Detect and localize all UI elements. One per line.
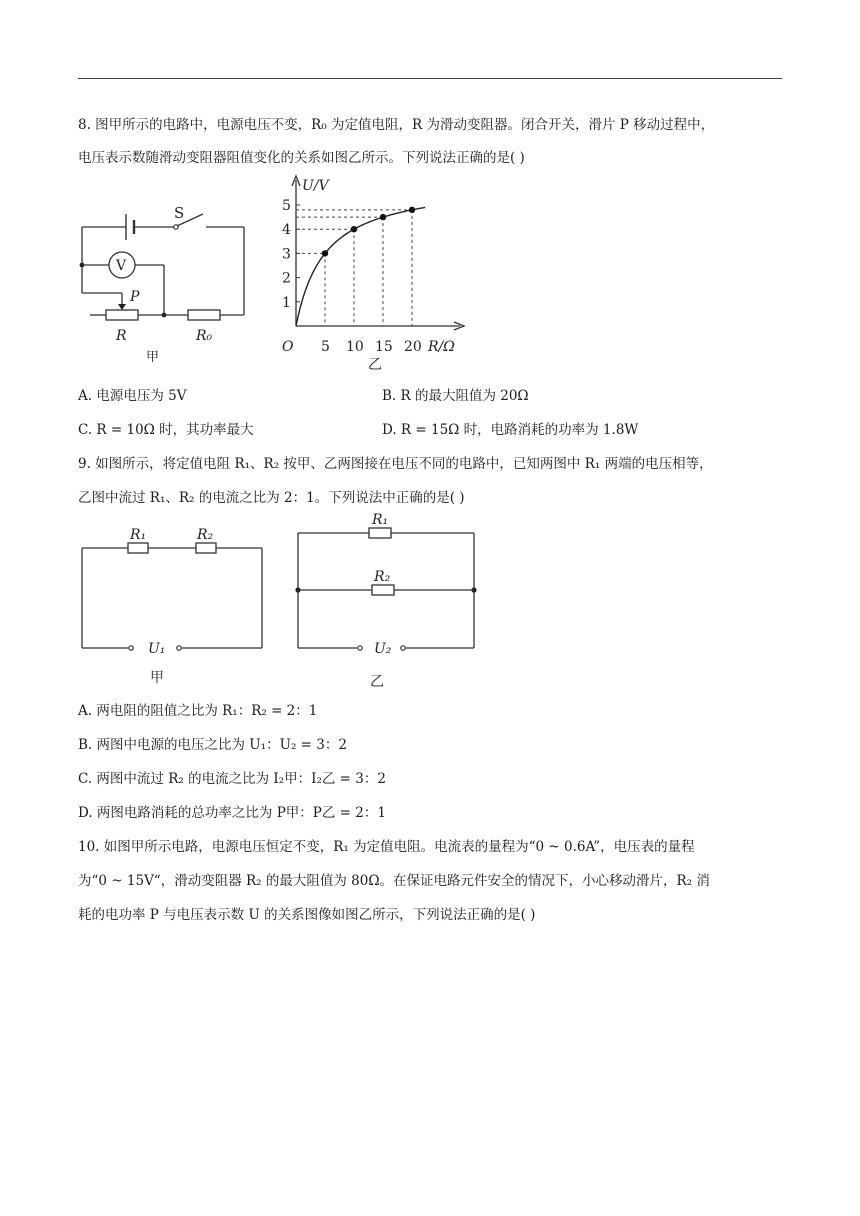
x-tick-label: 15 <box>375 339 393 355</box>
q8-option-b: B. R 的最大阻值为 20Ω <box>382 388 529 404</box>
r2-label: R₂ <box>374 569 391 585</box>
data-point <box>409 207 415 213</box>
q9-series-circuit <box>78 520 270 692</box>
resistor-r1 <box>369 528 391 538</box>
y-tick-label: 2 <box>282 270 291 287</box>
q8-option-a: A. 电源电压为 5V <box>78 388 187 404</box>
q9-option-b: B. 两图中电源的电压之比为 U₁：U₂ = 3：2 <box>78 737 347 753</box>
x-tick-label: 10 <box>346 339 364 355</box>
r2-label: R₂ <box>197 527 214 543</box>
x-tick-label: 20 <box>404 339 422 355</box>
y-axis-label: U/V <box>302 178 329 194</box>
resistor-r0 <box>188 310 220 320</box>
u2-label: U₂ <box>374 641 392 657</box>
q9-stem-line2: 乙图中流过 R₁、R₂ 的电流之比为 2：1。下列说法中正确的是( ) <box>78 490 465 506</box>
y-tick-label: 1 <box>282 294 291 311</box>
r1-label: R₁ <box>130 527 147 543</box>
q10-stem-line3: 耗的电功率 P 与电压表示数 U 的关系图像如图乙所示，下列说法正确的是( ) <box>78 907 536 923</box>
y-tick-label: 4 <box>282 222 291 239</box>
q8-stem-line2: 电压表示数随滑动变阻器阻值变化的关系如图乙所示。下列说法正确的是( ) <box>78 150 525 166</box>
figure-caption: 甲 <box>150 670 164 686</box>
q8-circuit-diagram <box>78 200 268 365</box>
voltmeter-label: V <box>116 258 127 274</box>
q9-stem-line1: 9. 如图所示，将定值电阻 R₁、R₂ 按甲、乙两图接在电压不同的电路中，已知两图中 R₁ 两端的电压相等， <box>78 456 713 472</box>
origin-label: O <box>282 339 294 355</box>
x-tick-label: 5 <box>321 339 330 355</box>
switch-label: S <box>174 204 185 222</box>
q10-stem-line2: 为“0 ~ 15V“，滑动变阻器 R₂ 的最大阻值为 80Ω。在保证电路元件安全的情况下，小心移动滑片，R₂ 消 <box>78 873 710 889</box>
y-tick-label: 5 <box>282 198 291 214</box>
terminal <box>129 646 133 650</box>
resistor-r0-label: R₀ <box>196 328 213 344</box>
q8-stem-line1: 8. 图甲所示的电路中，电源电压不变，R₀ 为定值电阻，R 为滑动变阻器。闭合开关，滑片 P 移动过程中， <box>78 117 715 133</box>
header-rule <box>78 78 782 79</box>
data-point <box>380 214 386 220</box>
data-point <box>351 226 357 232</box>
resistor-r1 <box>128 543 148 553</box>
u1-label: U₁ <box>148 641 166 657</box>
slider-arrow <box>118 304 126 310</box>
x-axis-label: R/Ω <box>428 339 455 355</box>
rheostat-r <box>106 310 138 320</box>
q9-parallel-circuit <box>294 505 484 695</box>
y-tick-label: 3 <box>282 246 291 263</box>
q9-option-a: A. 两电阻的阻值之比为 R₁：R₂ = 2：1 <box>78 703 318 719</box>
r1-label: R₁ <box>372 512 389 528</box>
data-point <box>322 250 328 256</box>
terminal <box>401 646 405 650</box>
q9-option-c: C. 两图中流过 R₂ 的电流之比为 I₂甲：I₂乙 = 3：2 <box>78 771 386 787</box>
figure-caption: 甲 <box>146 350 160 365</box>
q8-option-d: D. R = 15Ω 时，电路消耗的功率为 1.8W <box>382 422 639 438</box>
terminal <box>358 646 362 650</box>
resistor-r2 <box>372 585 394 595</box>
q9-option-d: D. 两图电路消耗的总功率之比为 P甲：P乙 = 2：1 <box>78 805 386 821</box>
rheostat-label: R <box>116 328 127 344</box>
q8-u-r-graph <box>272 170 482 375</box>
data-curve <box>296 207 425 326</box>
figure-caption: 乙 <box>370 674 384 690</box>
q8-option-c: C. R = 10Ω 时，其功率最大 <box>78 422 254 438</box>
terminal <box>177 646 181 650</box>
resistor-r2 <box>196 543 216 553</box>
q10-stem-line1: 10. 如图甲所示电路，电源电压恒定不变，R₁ 为定值电阻。电流表的量程为“0 ~ 0.6A”，电压表的量程 <box>78 839 695 855</box>
slider-label: P <box>130 289 140 305</box>
graph-caption: 乙 <box>368 357 382 373</box>
